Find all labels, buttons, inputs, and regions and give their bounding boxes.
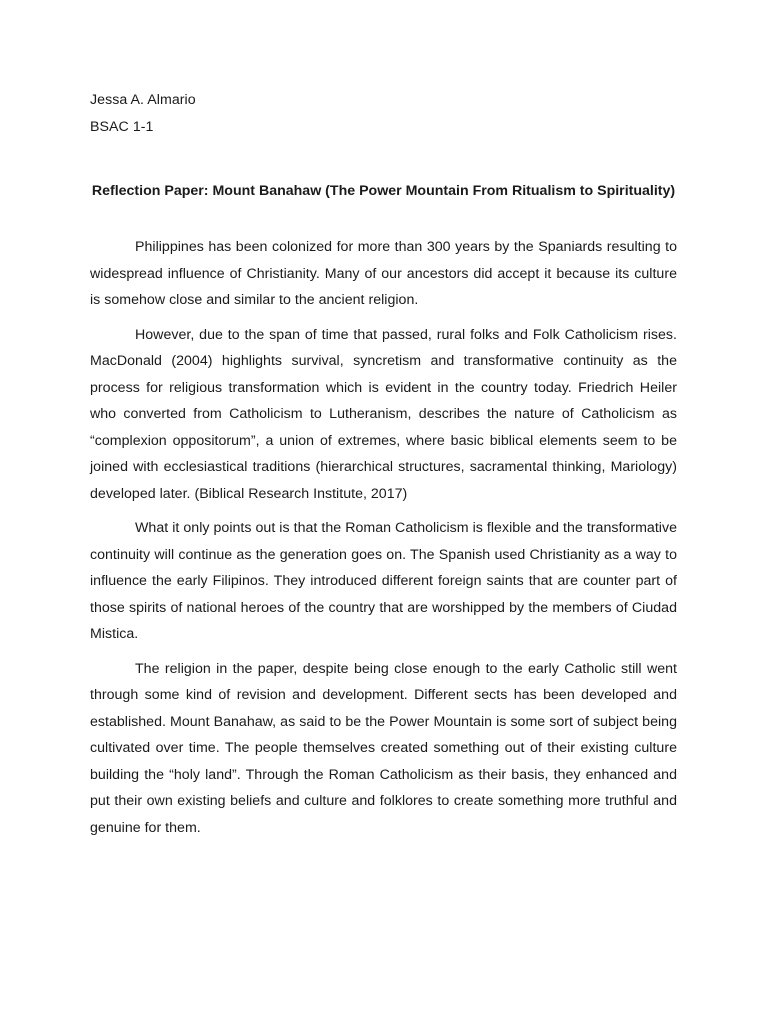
paragraph-1: Philippines has been colonized for more than 300 years by the Spaniards resulting to widespread influence of Christianity. Many of our ancestors did accept it because its culture is somehow close and similar to the ancient religion.: [90, 239, 677, 308]
paragraph-2: However, due to the span of time that passed, rural folks and Folk Catholicism rises. MacDonald (2004) highlights survival, syncretism and transformative continuity as the process for religious transformation which is evident in the country today. Friedrich Heiler who converted from Catholicism to Lutheranism, describes the nature of Catholicism as “complexion oppositorum”, a union of extremes, where basic biblical elements seem to be joined with ecclesiastical traditions (hierarchical structures, sacramental thinking, Mariology) developed later. (Biblical Research Institute, 2017): [90, 326, 677, 502]
paper-title: Reflection Paper: Mount Banahaw (The Power Mountain From Ritualism to Spirituality): [91, 183, 676, 199]
document-body: [90, 90, 677, 849]
paragraph-4: The religion in the paper, despite being close enough to the early Catholic still went through some kind of revision and development. Different sects has been developed and established. Mount Banahaw, as said to be the Power Mountain is some sort of subject being cultivated over time. The people themselves created something out of their existing culture building the “holy land”. Through the Roman Catholicism as their basis, they enhanced and put their own existing beliefs and culture and folklores to create something more truthful and genuine for them.: [90, 660, 677, 836]
paragraph-3: What it only points out is that the Roman Catholicism is flexible and the transformative continuity will continue as the generation goes on. The Spanish used Christianity as a way to influence the early Filipinos. They introduced different foreign saints that are counter part of those spirits of national heroes of the country that are worshipped by the members of Ciudad Mistica.: [90, 520, 677, 642]
section-label: BSAC 1-1: [90, 119, 154, 135]
author-name: Jessa A. Almario: [90, 92, 196, 108]
